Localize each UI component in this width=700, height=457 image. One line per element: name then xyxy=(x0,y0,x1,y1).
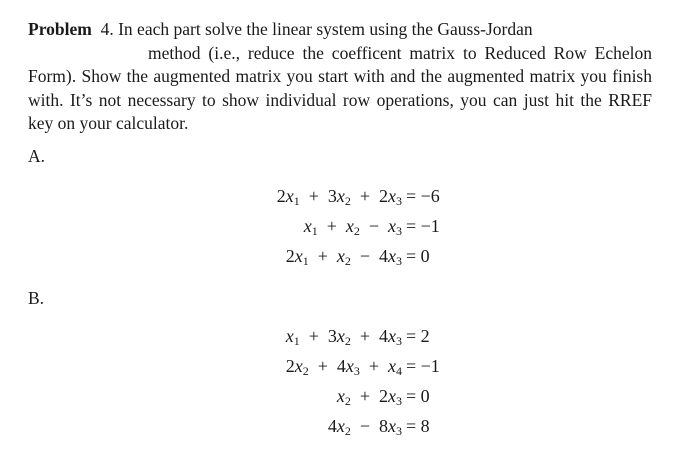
equation-lhs: $2x_1$ + $x_2$ − $4x_3$ xyxy=(285,246,402,268)
equation-lhs: $x_2$ + $2x_3$ xyxy=(336,386,402,408)
problem-text-body: method (i.e., reduce the coefficent matrix to Reduced Row Echelon Form). Show the augmented matrix you start with and the augmented matrix you finish with. It’s not necessary to show individual row operations, you can just hit the RREF key on your calculator. xyxy=(28,42,652,134)
equation-rhs: = 8 xyxy=(406,416,430,436)
equation-row xyxy=(212,414,440,444)
equation-row xyxy=(212,214,440,244)
part-b-label: B. xyxy=(28,288,45,308)
equation-rhs: = −1 xyxy=(406,356,440,376)
problem-label: Problem xyxy=(28,19,92,39)
equation-lhs: $x_1$ + $x_2$ − $x_3$ xyxy=(303,216,402,238)
equation-rhs: = 0 xyxy=(406,246,430,266)
part-b-system xyxy=(212,324,440,444)
problem-heading xyxy=(28,19,109,39)
equation-row xyxy=(212,384,440,414)
equation-lhs: $x_1$ + $3x_2$ + $4x_3$ xyxy=(285,326,402,348)
equation-lhs: $4x_2$ − $8x_3$ xyxy=(327,416,402,438)
equation-row xyxy=(212,354,440,384)
equation-rhs: = −1 xyxy=(406,216,440,236)
problem-statement xyxy=(28,18,652,136)
equation-lhs: $2x_1$ + $3x_2$ + $2x_3$ xyxy=(276,186,402,208)
equation-row xyxy=(212,244,440,274)
equation-rhs: = 2 xyxy=(406,326,430,346)
equation-rhs: = 0 xyxy=(406,386,430,406)
equation-rhs: = −6 xyxy=(406,186,440,206)
problem-text-line1: . In each part solve the linear system using the Gauss-Jordan xyxy=(109,19,533,39)
part-a-label: A. xyxy=(28,146,46,166)
problem-number: 4 xyxy=(100,19,110,39)
part-a-system xyxy=(212,184,440,274)
equation-row xyxy=(212,324,440,354)
equation-lhs: $2x_2$ + $4x_3$ + $x_4$ xyxy=(285,356,402,378)
equation-row xyxy=(212,184,440,214)
